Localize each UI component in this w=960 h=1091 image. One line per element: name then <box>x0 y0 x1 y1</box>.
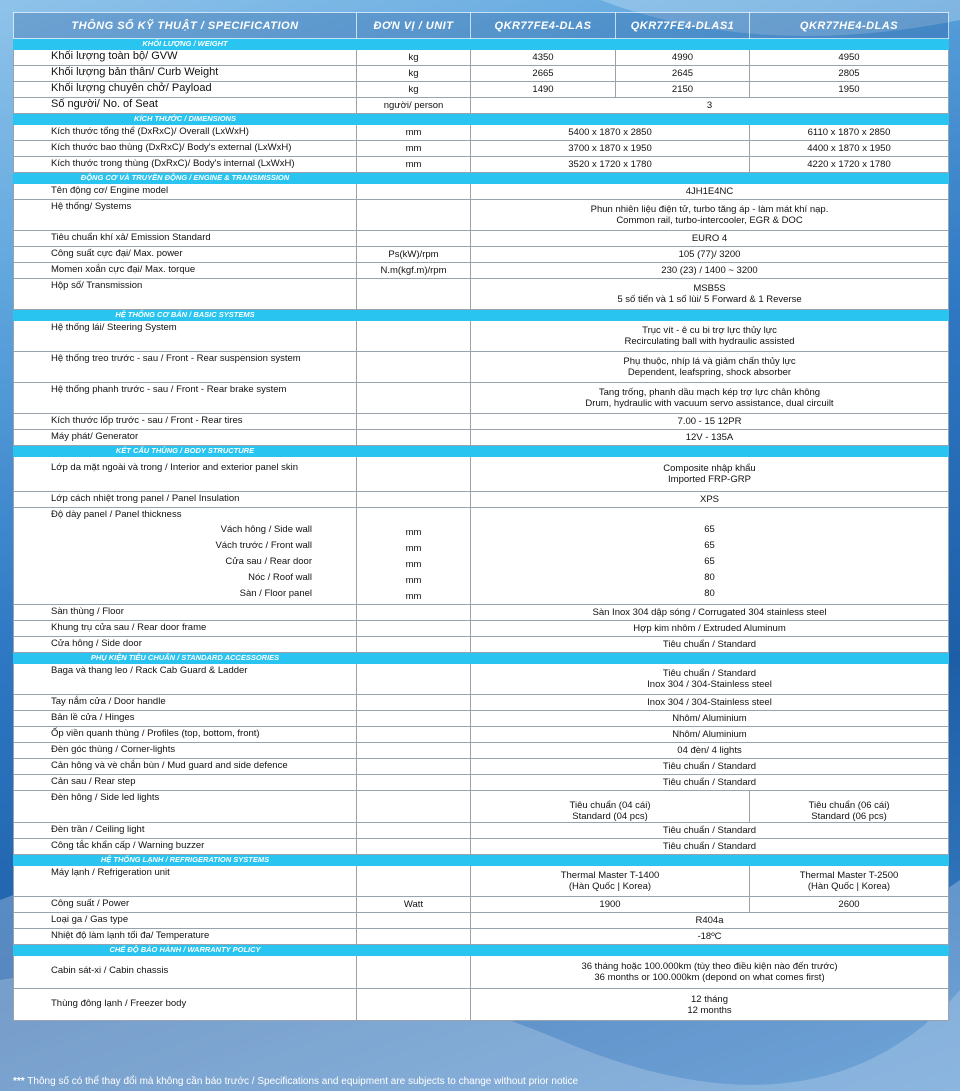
section-refrigeration <box>14 855 949 866</box>
row-value: 5400 x 1870 x 2850 <box>471 125 750 141</box>
section-title: HỆ THỐNG CƠ BẢN / BASIC SYSTEMS <box>14 310 357 321</box>
section-title: KÍCH THƯỚC / DIMENSIONS <box>14 114 357 125</box>
row-value: 3 <box>471 98 949 114</box>
row-unit <box>357 430 471 446</box>
panel-thickness-cell <box>14 508 357 605</box>
row-value <box>471 383 949 414</box>
value-line-1: Trục vít - ê cu bi trợ lực thủy lực <box>642 325 777 336</box>
row-unit <box>357 184 471 200</box>
row-label: Cản sau / Rear step <box>14 775 357 791</box>
row-unit <box>357 866 471 897</box>
row-unit: Ps(kW)/rpm <box>357 247 471 263</box>
row-label: Hệ thống lái/ Steering System <box>14 321 357 352</box>
row-value: 6110 x 1870 x 2850 <box>750 125 949 141</box>
row-value <box>471 956 949 989</box>
row-unit <box>357 743 471 759</box>
row-value: 2150 <box>616 82 750 98</box>
row-value: Hợp kim nhôm / Extruded Aluminum <box>471 621 949 637</box>
table-row <box>14 141 949 157</box>
table-row <box>14 321 949 352</box>
row-value: 80 <box>704 572 715 583</box>
table-row <box>14 866 949 897</box>
table-row <box>14 956 949 989</box>
value-line-2: (Hàn Quốc | Korea) <box>807 881 891 892</box>
row-value <box>750 791 949 823</box>
row-label: Sàn thùng / Floor <box>14 605 357 621</box>
footnote-text: Thông số có thể thay đổi mà không cần báo trước / Specifications and equipment are subjects to change without prior notice <box>24 1076 579 1087</box>
sub-label: Cửa sau / Rear door <box>225 556 312 567</box>
row-unit <box>357 605 471 621</box>
section-fill <box>357 173 949 184</box>
table-row <box>14 664 949 695</box>
section-fill <box>357 653 949 664</box>
row-unit <box>357 492 471 508</box>
section-title: KẾT CẤU THÙNG / BODY STRUCTURE <box>14 446 357 457</box>
value-line-1: 12 tháng <box>691 993 728 1005</box>
value-line-1: Tiêu chuẩn (06 cái) <box>808 799 890 811</box>
row-unit <box>357 200 471 231</box>
value-line-2: Standard (04 pcs) <box>572 810 648 822</box>
value-line-1: Phun nhiên liệu điện tử, turbo tăng áp - làm mát khí nạp. <box>590 204 829 215</box>
row-value <box>471 200 949 231</box>
row-value: 3520 x 1720 x 1780 <box>471 157 750 173</box>
row-label: Ốp viền quanh thùng / Profiles (top, bottom, front) <box>14 727 357 743</box>
row-unit: mm <box>405 591 422 602</box>
value-line-1: Tiêu chuẩn / Standard <box>662 668 757 679</box>
row-unit <box>357 791 471 823</box>
value-line-2: Drum, hydraulic with vacuum servo assistance, dual circuilt <box>585 398 834 409</box>
spec-table <box>13 12 949 1021</box>
table-row <box>14 98 949 114</box>
row-value: 2665 <box>471 66 616 82</box>
row-value: 4990 <box>616 50 750 66</box>
row-label: Đèn hông / Side led lights <box>14 791 357 823</box>
row-label: Công suất cực đại/ Max. power <box>14 247 357 263</box>
row-value: 04 đèn/ 4 lights <box>471 743 949 759</box>
row-value: 4220 x 1720 x 1780 <box>750 157 949 173</box>
row-label: Bản lề cửa / Hinges <box>14 711 357 727</box>
row-label: Nhiệt độ làm lạnh tối đa/ Temperature <box>14 929 357 945</box>
row-unit: mm <box>405 543 422 554</box>
row-unit <box>357 989 471 1021</box>
row-value <box>471 352 949 383</box>
row-unit <box>357 823 471 839</box>
row-unit <box>357 839 471 855</box>
row-value: 4950 <box>750 50 949 66</box>
row-value: Nhôm/ Aluminium <box>471 711 949 727</box>
row-label: Hệ thống treo trước - sau / Front - Rear suspension system <box>14 352 357 383</box>
footnote <box>13 1076 578 1087</box>
section-body-structure <box>14 446 949 457</box>
values-cell <box>471 508 949 605</box>
row-value: 1490 <box>471 82 616 98</box>
row-unit <box>357 759 471 775</box>
table-row <box>14 231 949 247</box>
row-value: 1900 <box>471 897 750 913</box>
table-row <box>14 50 949 66</box>
row-label: Cabin sát-xi / Cabin chassis <box>14 956 357 989</box>
row-value: Tiêu chuẩn / Standard <box>471 839 949 855</box>
table-row <box>14 200 949 231</box>
section-fill <box>357 39 949 50</box>
row-label: Lớp da mặt ngoài và trong / Interior and exterior panel skin <box>14 457 357 492</box>
table-row <box>14 247 949 263</box>
row-value: 12V - 135A <box>471 430 949 446</box>
row-value: Sàn Inox 304 dập sóng / Corrugated 304 stainless steel <box>471 605 949 621</box>
value-line-2: (Hàn Quốc | Korea) <box>568 881 652 892</box>
row-label: Cửa hông / Side door <box>14 637 357 653</box>
value-line-1: Thermal Master T-2500 <box>799 870 899 881</box>
row-unit <box>357 231 471 247</box>
row-unit <box>357 929 471 945</box>
sub-label: Vách trước / Front wall <box>215 540 312 551</box>
value-line-1: Thermal Master T-1400 <box>560 870 660 881</box>
table-row <box>14 66 949 82</box>
row-unit <box>357 457 471 492</box>
row-value: 65 <box>704 540 715 551</box>
value-line-2: Imported FRP-GRP <box>668 474 751 485</box>
row-unit: người/ person <box>357 98 471 114</box>
header-model-3: QKR77HE4-DLAS <box>750 13 949 39</box>
row-label: Thùng đông lạnh / Freezer body <box>14 989 357 1021</box>
row-label: Khối lượng chuyên chở/ Payload <box>14 82 357 98</box>
section-title: HỆ THỐNG LẠNH / REFRIGERATION SYSTEMS <box>14 855 357 866</box>
row-label: Khung trụ cửa sau / Rear door frame <box>14 621 357 637</box>
section-title: ĐỘNG CƠ VÀ TRUYỀN ĐỘNG / ENGINE & TRANSMISSION <box>14 173 357 184</box>
section-fill <box>357 446 949 457</box>
row-value: Inox 304 / 304-Stainless steel <box>471 695 949 711</box>
row-value: -18ºC <box>471 929 949 945</box>
row-unit <box>357 727 471 743</box>
row-label: Hệ thống phanh trước - sau / Front - Rear brake system <box>14 383 357 414</box>
row-value <box>471 791 750 823</box>
value-line-2: Common rail, turbo-intercooler, EGR & DOC <box>616 215 803 226</box>
row-value <box>471 457 949 492</box>
row-label: Loại ga / Gas type <box>14 913 357 929</box>
row-value: 65 <box>704 556 715 567</box>
section-fill <box>357 114 949 125</box>
row-label: Hệ thống/ Systems <box>14 200 357 231</box>
table-row <box>14 184 949 200</box>
row-unit: mm <box>405 575 422 586</box>
row-value: 7.00 - 15 12PR <box>471 414 949 430</box>
value-line-2: 12 months <box>687 1004 732 1016</box>
sub-label: Sàn / Floor panel <box>239 588 312 599</box>
row-unit <box>357 775 471 791</box>
table-row <box>14 929 949 945</box>
row-label: Máy phát/ Generator <box>14 430 357 446</box>
sub-label: Vách hông / Side wall <box>220 524 312 535</box>
value-line-1: Composite nhập khẩu <box>663 463 756 474</box>
table-row <box>14 637 949 653</box>
row-unit: Watt <box>357 897 471 913</box>
table-row <box>14 414 949 430</box>
row-value: XPS <box>471 492 949 508</box>
row-unit <box>357 352 471 383</box>
table-row <box>14 492 949 508</box>
table-row <box>14 759 949 775</box>
row-value: 80 <box>704 588 715 599</box>
section-engine <box>14 173 949 184</box>
table-row <box>14 263 949 279</box>
value-line-2: Recirculating ball with hydraulic assisted <box>624 336 795 347</box>
section-fill <box>357 310 949 321</box>
row-label: Tiêu chuẩn khí xả/ Emission Standard <box>14 231 357 247</box>
table-row <box>14 695 949 711</box>
row-value: Tiêu chuẩn / Standard <box>471 775 949 791</box>
value-line-1: MSB5S <box>693 283 726 294</box>
row-label: Tay nắm cửa / Door handle <box>14 695 357 711</box>
row-unit <box>357 695 471 711</box>
row-unit: mm <box>405 527 422 538</box>
row-unit <box>357 383 471 414</box>
row-value: 105 (77)/ 3200 <box>471 247 949 263</box>
table-header <box>14 13 949 39</box>
table-row <box>14 125 949 141</box>
row-value <box>471 279 949 310</box>
row-unit: kg <box>357 50 471 66</box>
sub-label: Nóc / Roof wall <box>248 572 312 583</box>
row-label: Cản hông và vè chắn bùn / Mud guard and side defence <box>14 759 357 775</box>
table-row <box>14 352 949 383</box>
table-row <box>14 743 949 759</box>
row-value: 4400 x 1870 x 1950 <box>750 141 949 157</box>
table-row <box>14 913 949 929</box>
section-dimensions <box>14 114 949 125</box>
row-label: Hộp số/ Transmission <box>14 279 357 310</box>
row-label: Đèn trần / Ceiling light <box>14 823 357 839</box>
table-row <box>14 989 949 1021</box>
row-unit <box>357 956 471 989</box>
section-title: CHẾ ĐỘ BẢO HÀNH / WARRANTY POLICY <box>14 945 357 956</box>
row-value: Nhôm/ Aluminium <box>471 727 949 743</box>
section-weight <box>14 39 949 50</box>
footnote-stars: *** <box>13 1076 25 1087</box>
row-value: EURO 4 <box>471 231 949 247</box>
table-row <box>14 383 949 414</box>
row-label: Baga và thang leo / Rack Cab Guard & Ladder <box>14 664 357 695</box>
table-row <box>14 621 949 637</box>
section-accessories <box>14 653 949 664</box>
value-line-1: Tiêu chuẩn (04 cái) <box>569 799 651 811</box>
section-title: KHỐI LƯỢNG / WEIGHT <box>14 39 357 50</box>
value-line-2: 36 months or 100.000km (depond on what comes first) <box>594 972 825 983</box>
row-label: Công suất / Power <box>14 897 357 913</box>
table-row <box>14 711 949 727</box>
value-line-2: Inox 304 / 304-Stainless steel <box>647 679 772 690</box>
value-line-1: 36 tháng hoặc 100.000km (tùy theo điều kiện nào đến trước) <box>581 961 838 972</box>
table-row <box>14 508 949 605</box>
table-row <box>14 457 949 492</box>
row-label: Công tắc khẩn cấp / Warning buzzer <box>14 839 357 855</box>
table-row <box>14 727 949 743</box>
row-unit: kg <box>357 66 471 82</box>
table-row <box>14 839 949 855</box>
section-fill <box>357 855 949 866</box>
row-unit: kg <box>357 82 471 98</box>
row-unit <box>357 621 471 637</box>
row-unit <box>357 711 471 727</box>
row-unit: mm <box>357 141 471 157</box>
value-line-1: Tang trống, phanh dầu mạch kép trợ lực chân không <box>598 387 821 398</box>
table-row <box>14 605 949 621</box>
row-value: 2645 <box>616 66 750 82</box>
row-value: 4350 <box>471 50 616 66</box>
row-value <box>471 989 949 1021</box>
section-fill <box>357 945 949 956</box>
table-row <box>14 430 949 446</box>
table-row <box>14 279 949 310</box>
row-value: 2600 <box>750 897 949 913</box>
row-unit <box>357 637 471 653</box>
header-model-2: QKR77FE4-DLAS1 <box>616 13 750 39</box>
row-label: Kích thước trong thùng (DxRxC)/ Body's internal (LxWxH) <box>14 157 357 173</box>
value-line-2: Dependent, leafspring, shock absorber <box>627 367 792 378</box>
table-row <box>14 823 949 839</box>
row-label: Momen xoắn cực đại/ Max. torque <box>14 263 357 279</box>
row-value: 4JH1E4NC <box>471 184 949 200</box>
section-warranty <box>14 945 949 956</box>
section-basic-systems <box>14 310 949 321</box>
row-label: Đèn góc thùng / Corner-lights <box>14 743 357 759</box>
value-line-2: 5 số tiến và 1 số lùi/ 5 Forward & 1 Reverse <box>617 294 802 305</box>
section-title: PHỤ KIỆN TIÊU CHUẨN / STANDARD ACCESSORIES <box>14 653 357 664</box>
row-label: Lớp cách nhiệt trong panel / Panel Insulation <box>14 492 357 508</box>
row-value: Tiêu chuẩn / Standard <box>471 759 949 775</box>
row-value: Tiêu chuẩn / Standard <box>471 637 949 653</box>
row-value: 230 (23) / 1400 ~ 3200 <box>471 263 949 279</box>
row-unit: N.m(kgf.m)/rpm <box>357 263 471 279</box>
table-row <box>14 157 949 173</box>
row-value: 3700 x 1870 x 1950 <box>471 141 750 157</box>
row-value: 65 <box>704 524 715 535</box>
row-value: Tiêu chuẩn / Standard <box>471 823 949 839</box>
row-value <box>750 866 949 897</box>
row-label: Khối lượng bản thân/ Curb Weight <box>14 66 357 82</box>
units-cell <box>357 508 471 605</box>
row-label: Máy lạnh / Refrigeration unit <box>14 866 357 897</box>
row-value: 2805 <box>750 66 949 82</box>
header-unit: ĐƠN VỊ / UNIT <box>357 13 471 39</box>
row-unit: mm <box>357 157 471 173</box>
value-line-2: Standard (06 pcs) <box>811 810 887 822</box>
value-line-1: Phụ thuộc, nhíp lá và giảm chấn thủy lực <box>623 356 796 367</box>
row-unit <box>357 321 471 352</box>
row-unit <box>357 913 471 929</box>
table-row <box>14 897 949 913</box>
row-value: 1950 <box>750 82 949 98</box>
table-row <box>14 82 949 98</box>
row-label: Khối lượng toàn bộ/ GVW <box>14 50 357 66</box>
row-label: Kích thước lốp trước - sau / Front - Rear tires <box>14 414 357 430</box>
row-value <box>471 866 750 897</box>
row-unit: mm <box>405 559 422 570</box>
row-value <box>471 321 949 352</box>
row-unit <box>357 664 471 695</box>
table-row <box>14 791 949 823</box>
row-label: Tên động cơ/ Engine model <box>14 184 357 200</box>
row-unit <box>357 414 471 430</box>
row-label: Độ dày panel / Panel thickness <box>51 509 182 520</box>
table-row <box>14 775 949 791</box>
row-label: Kích thước tổng thể (DxRxC)/ Overall (LxWxH) <box>14 125 357 141</box>
header-spec: THÔNG SỐ KỸ THUẬT / SPECIFICATION <box>14 13 357 39</box>
row-label: Số người/ No. of Seat <box>14 98 357 114</box>
row-unit <box>357 279 471 310</box>
row-label: Kích thước bao thùng (DxRxC)/ Body's external (LxWxH) <box>14 141 357 157</box>
row-value <box>471 664 949 695</box>
spec-table-container <box>13 12 948 1021</box>
header-model-1: QKR77FE4-DLAS <box>471 13 616 39</box>
row-value: R404a <box>471 913 949 929</box>
row-unit: mm <box>357 125 471 141</box>
